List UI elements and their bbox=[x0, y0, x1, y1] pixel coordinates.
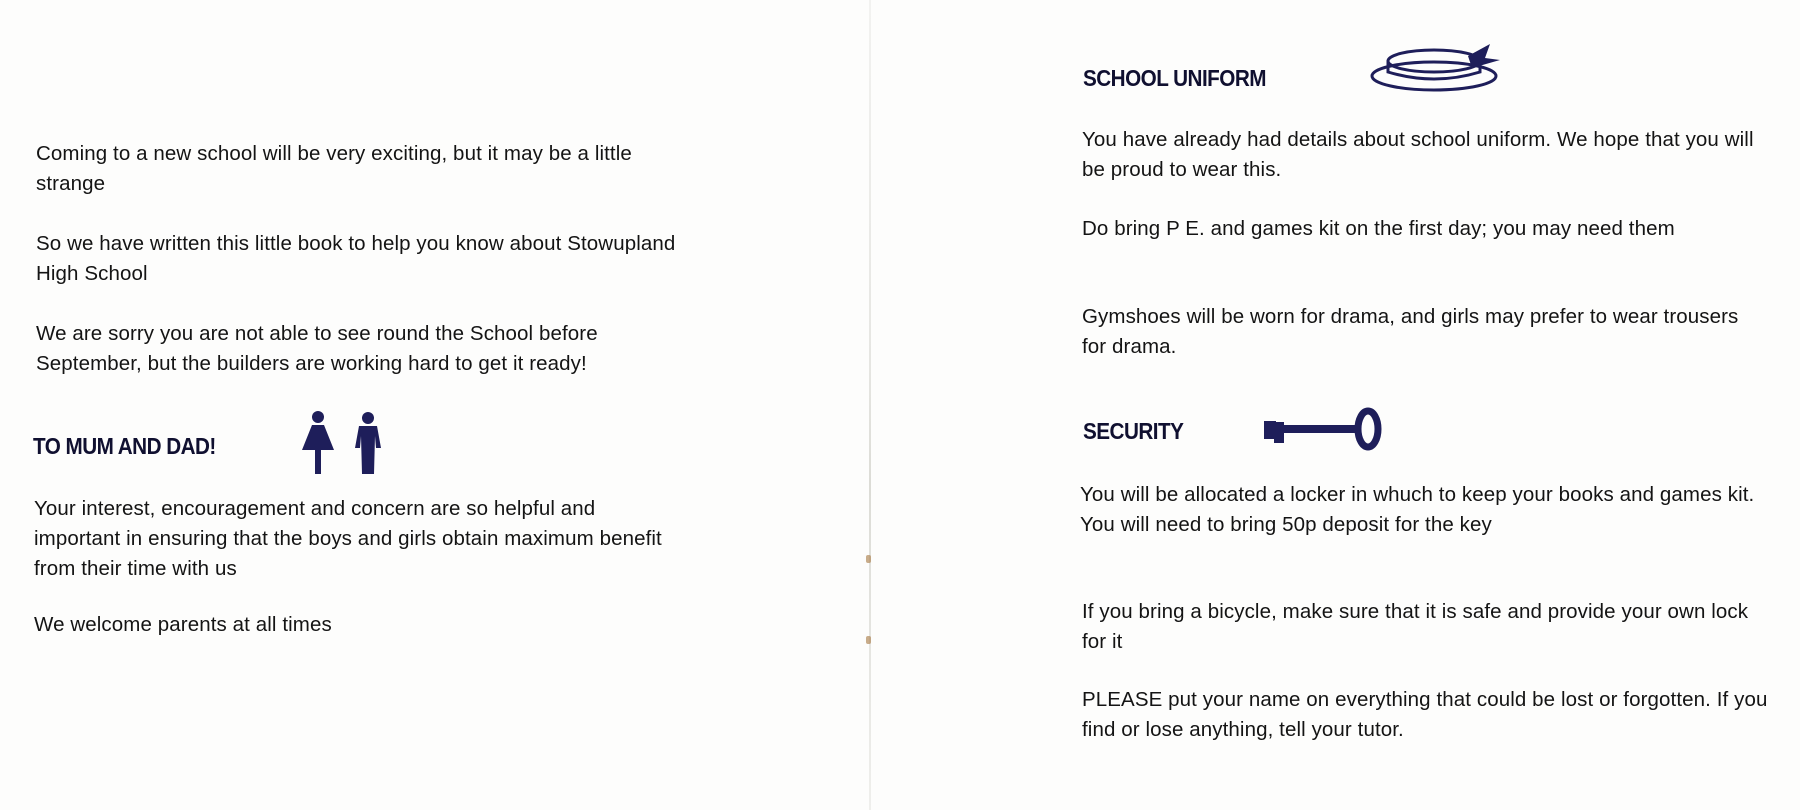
parents-paragraph-2: We welcome parents at all times bbox=[34, 613, 332, 636]
security-paragraph-3: PLEASE put your name on everything that could be lost or forgotten. If you find or lose anything, tell your tutor. bbox=[1082, 688, 1768, 741]
security-paragraph-2: If you bring a bicycle, make sure that it is safe and provide your own lock for it bbox=[1082, 600, 1749, 653]
hat-icon bbox=[1368, 38, 1504, 96]
security-paragraph-1: You will be allocated a locker in whuch to keep your books and games kit. You will need to bring 50p deposit for the key bbox=[1080, 483, 1755, 536]
uniform-paragraph-3: Gymshoes will be worn for drama, and girls may prefer to wear trousers for drama. bbox=[1082, 305, 1739, 358]
intro-paragraph-2: So we have written this little book to help you know about Stowupland High School bbox=[36, 232, 676, 285]
right-page bbox=[870, 0, 1800, 810]
key-icon bbox=[1260, 407, 1390, 453]
uniform-paragraph-2: Do bring P E. and games kit on the first day; you may need them bbox=[1082, 217, 1675, 240]
left-page bbox=[0, 0, 870, 810]
parents-paragraph-1: Your interest, encouragement and concern are so helpful and important in ensuring that the boys and girls obtain maximum benefit from their time with us bbox=[34, 497, 662, 580]
uniform-heading: SCHOOL UNIFORM bbox=[1083, 65, 1266, 91]
security-heading: SECURITY bbox=[1083, 418, 1184, 444]
intro-paragraph-1: Coming to a new school will be very exciting, but it may be a little strange bbox=[36, 142, 632, 195]
intro-paragraph-3: We are sorry you are not able to see round the School before September, but the builders are working hard to get it ready! bbox=[36, 322, 598, 375]
uniform-paragraph-1: You have already had details about school uniform. We hope that you will be proud to wear this. bbox=[1082, 128, 1754, 181]
parents-figures-icon bbox=[302, 410, 382, 476]
parents-heading: TO MUM AND DAD! bbox=[33, 433, 216, 459]
